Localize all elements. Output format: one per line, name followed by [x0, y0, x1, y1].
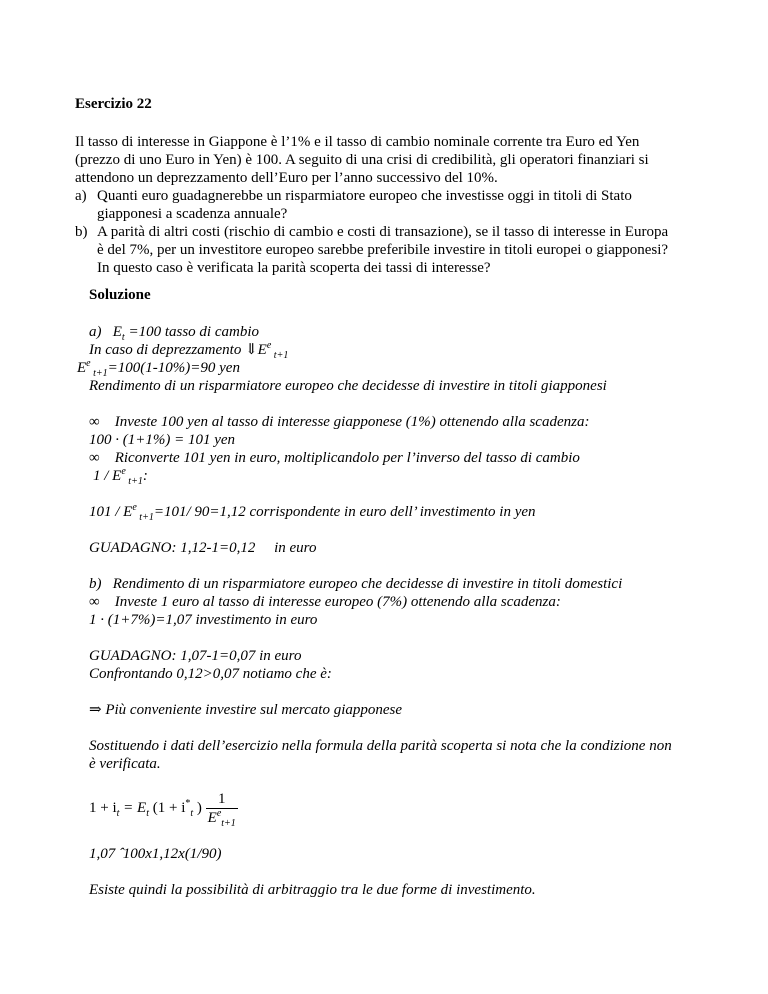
inverse-rate-superscript: e — [121, 466, 126, 477]
gain-a-line — [89, 539, 316, 557]
formula-left-subscript: t — [116, 807, 120, 819]
solution-a-line-3 — [77, 359, 240, 377]
gain-a-unit: in euro — [274, 540, 317, 556]
conversion-superscript: e — [132, 502, 137, 513]
question-b-line-1: A parità di altri costi (rischio di cambio e costi di transazione), se il tasso di interesse in Europa — [97, 224, 669, 240]
inverse-rate-colon: : — [142, 468, 148, 484]
formula-close-paren: ) — [193, 799, 202, 816]
arbitrage-line: Esiste quindi la possibilità di arbitraggio tra le due forme di investimento. — [89, 882, 536, 898]
intro-line-2: (prezzo di uno Euro in Yen) è 100. A seguito di una crisi di credibilità, gli operatori finanziari si — [75, 152, 649, 168]
solution-b-label: b) — [89, 576, 102, 592]
expected-rate-value: =100(1-10%)=90 yen — [107, 360, 240, 376]
conversion-result: =101/ 90=1,12 corrispondente in euro dell’ investimento in yen — [153, 504, 536, 520]
gain-b-line: GUADAGNO: 1,07-1=0,07 in euro — [89, 648, 302, 664]
question-a-line-2: giapponesi a scadenza annuale? — [97, 206, 288, 222]
formula-middle: (1 + i — [149, 799, 186, 816]
parity-line-2: è verificata. — [89, 756, 161, 772]
bullet-item-2-text: Riconverte 101 yen in euro, moltiplicandolo per l’inverso del tasso di cambio — [114, 450, 580, 466]
bullet-item-1 — [89, 413, 589, 431]
inverse-rate-subscript: t+1 — [125, 476, 143, 487]
exchange-rate-symbol: E — [112, 324, 122, 340]
parity-line-1: Sostituendo i dati dell’esercizio nella formula della parità scoperta si nota che la condizione non — [89, 738, 672, 754]
solution-heading: Soluzione — [89, 287, 151, 303]
question-a-line-1: Quanti euro guadagnerebbe un risparmiatore europeo che investisse oggi in titoli di Stato — [97, 188, 632, 204]
gain-a-value: GUADAGNO: 1,12-1=0,12 — [89, 540, 256, 556]
solution-a-line-9 — [89, 503, 536, 521]
solution-b-line-3: 1 · (1+7%)=1,07 investimento in euro — [89, 612, 318, 628]
formula-denominator — [206, 809, 238, 827]
inverse-rate-text: 1 / E — [93, 468, 122, 484]
expected-rate-subscript: t+1 — [271, 350, 289, 361]
bullet-item-1-text: Investe 100 yen al tasso di interesse giapponese (1%) ottenendo alla scadenza: — [114, 414, 590, 430]
down-arrow-icon: ⇓ — [245, 342, 258, 358]
formula-denominator-superscript: e — [216, 808, 222, 819]
conclusion-text: Più conveniente investire sul mercato giapponese — [101, 702, 403, 718]
check-line: 1,07 ̂ 100x1,12x(1/90) — [89, 846, 222, 862]
exchange-rate-subscript: t — [121, 332, 125, 343]
solution-a-line-6: 100 · (1+1%) = 101 yen — [89, 432, 236, 448]
depreciation-text: In caso di deprezzamento — [89, 342, 246, 358]
bullet-item-3-text: Investe 1 euro al tasso di interesse europeo (7%) ottenendo alla scadenza: — [114, 594, 561, 610]
solution-a-line-1 — [89, 323, 259, 341]
bullet-item-3 — [89, 593, 561, 611]
intro-line-1: Il tasso di interesse in Giappone è l’1% e il tasso di cambio nominale corrente tra Euro ed Yen — [75, 134, 640, 150]
exchange-rate-text: =100 tasso di cambio — [124, 324, 259, 340]
formula-left: 1 + i — [89, 799, 117, 816]
bullet-icon: ∞ — [89, 450, 100, 466]
intro-line-3: attendono un deprezzamento dell’Euro per l’anno successivo del 10%. — [75, 170, 498, 186]
comparison-line: Confrontando 0,12>0,07 notiamo che è: — [89, 666, 332, 682]
bullet-icon: ∞ — [89, 414, 100, 430]
solution-a-line-4: Rendimento di un risparmiatore europeo che decidesse di investire in titoli giapponesi — [89, 378, 607, 394]
implies-arrow-icon: ⇒ — [89, 702, 102, 718]
solution-a-label: a) — [89, 324, 102, 340]
question-b-line-2: è del 7%, per un investitore europeo sarebbe preferibile investire in titoli europei o giapponesi? — [97, 242, 669, 258]
expected-rate-superscript: e — [266, 340, 272, 351]
question-b-label: b) — [75, 224, 88, 240]
formula-equals: = E — [119, 799, 147, 816]
question-a-label: a) — [75, 188, 87, 204]
formula-denominator-E: E — [207, 810, 217, 826]
solution-b-line-1-text: Rendimento di un risparmiatore europeo che decidesse di investire in titoli domestici — [112, 576, 623, 592]
conversion-text: 101 / E — [89, 504, 133, 520]
solution-b-line-1 — [89, 575, 622, 593]
expected-rate-superscript-2: e — [86, 358, 91, 369]
formula-denominator-subscript: t+1 — [221, 818, 236, 829]
formula-star: * — [185, 797, 191, 809]
bullet-item-2 — [89, 449, 580, 467]
conversion-subscript: t+1 — [136, 512, 154, 523]
formula-fraction — [206, 790, 238, 827]
exercise-title: Esercizio 22 — [75, 96, 152, 112]
expected-rate-subscript-2: t+1 — [90, 368, 108, 379]
solution-a-line-8 — [93, 467, 148, 485]
bullet-icon: ∞ — [89, 594, 100, 610]
parity-formula — [89, 790, 238, 827]
solution-a-line-2 — [89, 341, 288, 359]
formula-E-subscript: t — [146, 807, 149, 819]
expected-rate-symbol-2: E — [77, 360, 87, 376]
formula-numerator: 1 — [206, 790, 238, 809]
question-b-line-3: In questo caso è verificata la parità scoperta dei tassi di interesse? — [97, 260, 491, 276]
conclusion-line — [89, 701, 402, 719]
formula-i-subscript: t — [190, 807, 194, 819]
expected-rate-symbol: E — [257, 342, 267, 358]
